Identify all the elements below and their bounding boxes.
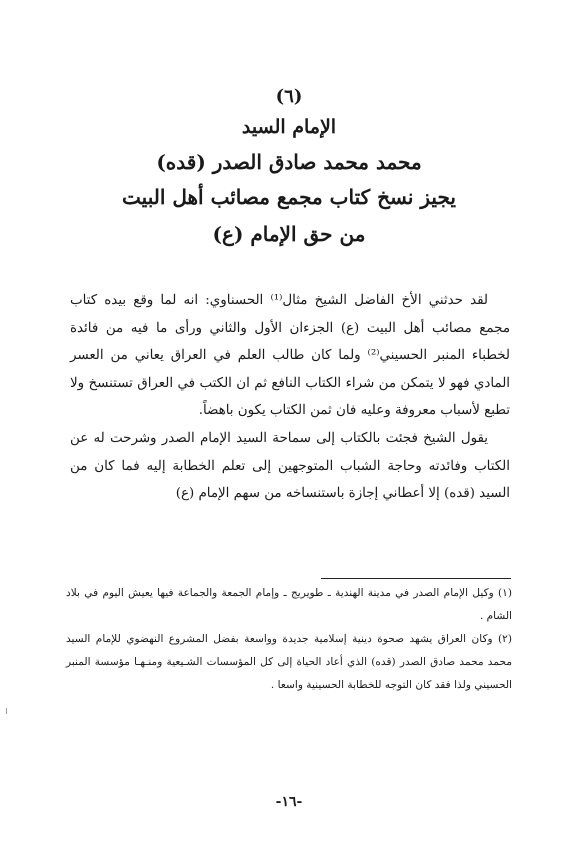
chapter-subtitle: يجيز نسخ كتاب مجمع مصائب أهل البيت [122,185,456,209]
chapter-name: محمد محمد صادق الصدر (قده) [156,150,422,174]
body-text [70,287,510,508]
page-number: -١٦- [275,794,303,810]
footnotes [66,582,512,697]
scan-edge-mark [6,708,7,714]
body-paragraph-1: لقد حدثني الأخ الفاضل الشيخ مثال⁽¹⁾ الحسناوي: انه لما وقع بيده كتاب مجمع مصائب أهل البيت (ع) الجزءان الأول والثاني ورأى ما فيه من فائدة لخطباء المنبر الحسيني⁽²⁾ ولما كان طالب العلم في العراق يعاني من العسر المادي فهو لا يتمكن من شراء الكتاب النافع ثم ان الكتب في العراق تستنسخ ولا تطبع لأسباب معروفة وعليه فان ثمن الكتاب يكون باهضاً. [70,293,510,419]
body-paragraph-2: يقول الشيخ فجئت بالكتاب إلى سماحة السيد الإمام الصدر وشرحت له عن الكتاب وفائدته وحاجة الشباب المتوجهين إلى تعلم الخطابة إليه فما كان من السيد (قده) إلا أعطاني إجازة باستنساخه من سهم الإمام (ع) [70,430,510,502]
footnote-1: (١) وكيل الإمام الصدر في مدينة الهندية ـ طويريج ـ وإمام الجمعة والجماعة فيها يعيش اليوم في بلاد الشام . [66,587,512,622]
footnote-divider [321,578,511,579]
chapter-subtitle-2: من حق الإمام (ع) [212,222,366,246]
chapter-title: الإمام السيد [241,116,337,138]
chapter-number: (٦) [275,86,303,107]
footnote-2: (٢) وكان العراق يشهد صحوة دينية إسلامية جديدة وواسعة بفضل المشروع النهضوي للإمام السيد محمد محمد صادق الصدر (قده) الذي أعاد الحياة إلى كل المؤسسات الشـيعية ومنـهـا مؤسسة المنبر الحسيني ولذا فقد كان التوجه للخطابة الحسينية واسعا . [66,633,512,691]
